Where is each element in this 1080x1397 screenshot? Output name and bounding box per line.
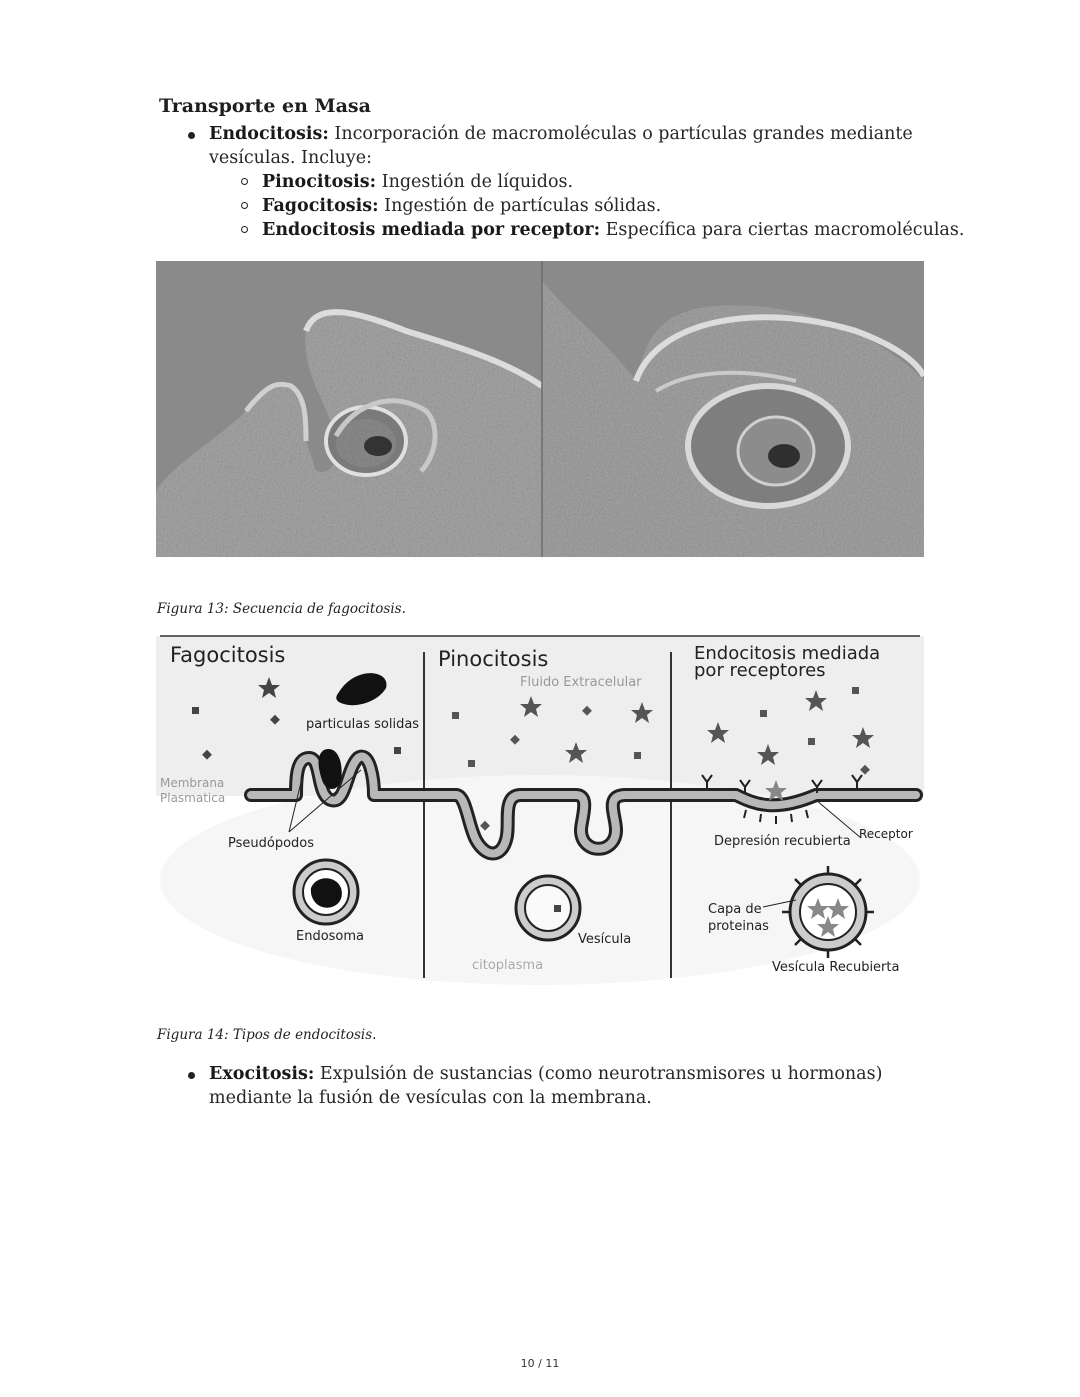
subitem-pinocitosis [262,170,573,194]
label-plasmatica: Plasmatica [160,791,226,805]
micrograph-left [156,261,542,557]
label-citoplasma: citoplasma [472,958,544,973]
label-pseudopodos: Pseudópodos [228,836,315,851]
label-fluido-extracelular: Fluido Extracelular [520,675,642,690]
label-depresion-recubierta: Depresión recubierta [714,834,851,849]
sub-bullet-ring [241,202,248,209]
page-number: 10 / 11 [520,1357,560,1370]
section-heading: Transporte en Masa [159,95,371,117]
exocitosis-line1 [209,1062,882,1086]
bullet-dot [188,132,195,139]
label-endosoma: Endosoma [296,929,365,944]
label-particulas-solidas: particulas solidas [306,717,420,732]
endocitosis-text: Incorporación de macromoléculas o partículas grandes mediante [334,124,913,144]
panel-title-receptor-line1: Endocitosis mediada [694,643,881,664]
endocitosis-line1 [209,122,913,146]
figure13-micrograph [156,261,924,557]
panel-title-pinocitosis: Pinocitosis [438,647,549,671]
figure13-caption: Figura 13: Secuencia de fagocitosis. [157,601,406,617]
exocitosis-term: Exocitosis: [209,1064,315,1084]
label-vesicula-recubierta: Vesícula Recubierta [772,960,900,975]
label-membrana: Membrana [160,776,225,790]
figure14-diagram [156,630,924,990]
subitem-term: Pinocitosis: [262,172,377,192]
exocitosis-text: Expulsión de sustancias (como neurotransmisores u hormonas) [319,1064,883,1084]
label-proteinas: proteinas [708,919,769,934]
subitem-text: Ingestión de líquidos. [381,172,574,192]
sub-bullet-ring [241,178,248,185]
subitem-text: Específica para ciertas macromoléculas. [605,220,965,240]
subitem-term: Endocitosis mediada por receptor: [262,220,601,240]
subitem-fagocitosis [262,194,661,218]
figure14-caption: Figura 14: Tipos de endocitosis. [157,1027,377,1043]
sub-bullet-ring [241,226,248,233]
label-capa-de: Capa de [708,902,762,917]
panel-title-fagocitosis: Fagocitosis [170,643,286,667]
exocitosis-line2: mediante la fusión de vesículas con la membrana. [209,1088,652,1108]
micrograph-right [542,261,924,557]
subitem-term: Fagocitosis: [262,196,379,216]
endocitosis-line2: vesículas. Incluye: [209,148,373,168]
subitem-receptor [262,218,964,242]
label-vesicula: Vesícula [578,932,632,947]
bullet-dot [188,1072,195,1079]
panel-title-receptor-line2: por receptores [694,660,826,681]
endocitosis-term: Endocitosis: [209,124,329,144]
label-receptor: Receptor [859,827,913,841]
subitem-text: Ingestión de partículas sólidas. [384,196,662,216]
